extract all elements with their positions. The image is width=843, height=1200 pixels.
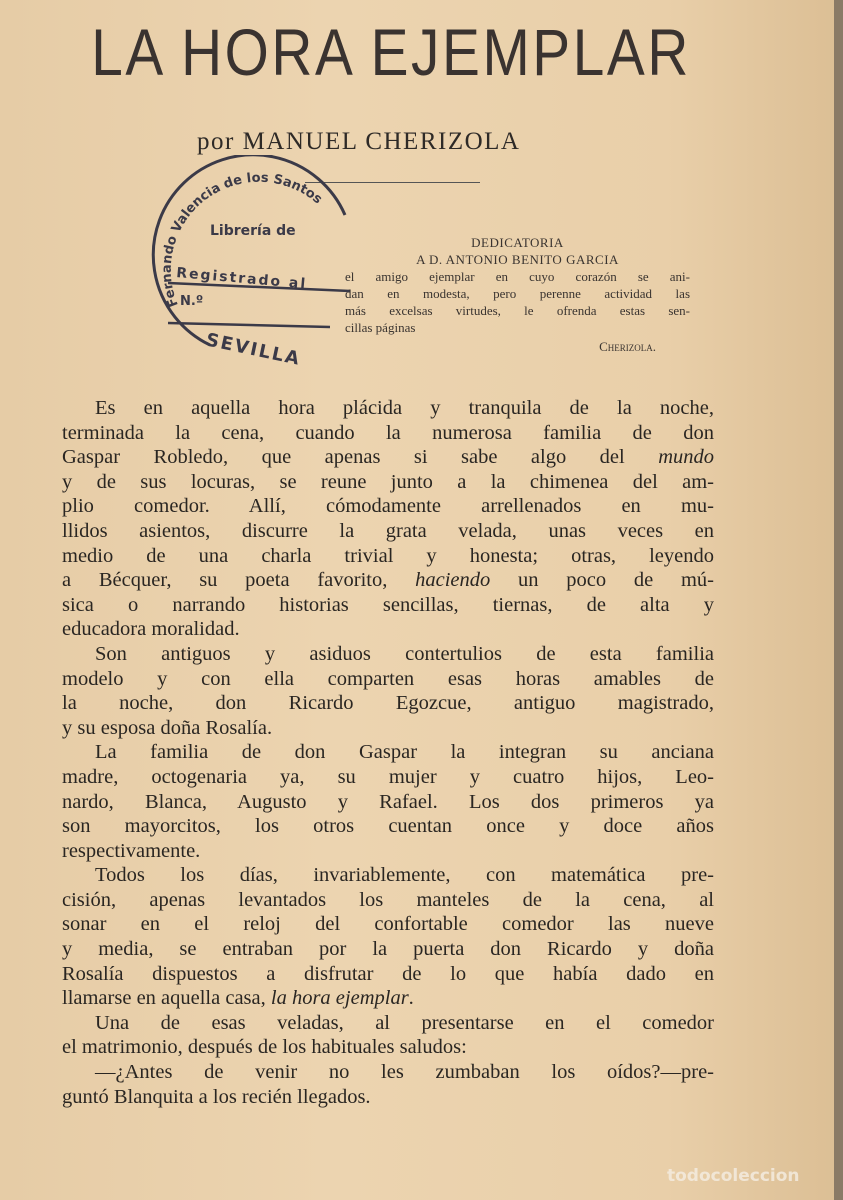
dedication-line: cillas páginas (345, 320, 416, 335)
stamp-city: SEVILLA (203, 329, 303, 371)
text-segment: terminada la cena, cuando la numerosa familia de don (62, 421, 714, 444)
text-segment: —¿Antes de venir no les zumbaban los oídos?—pre- (95, 1061, 714, 1084)
text-line (62, 494, 714, 519)
text-segment: nardo, Blanca, Augusto y Rafael. Los dos primeros ya (62, 790, 714, 813)
text-segment: Una de esas veladas, al presentarse en el comedor (95, 1011, 714, 1034)
text-line (62, 986, 714, 1011)
text-line (62, 839, 714, 864)
text-segment: el matrimonio, después de los habituales saludos: (62, 1036, 467, 1059)
page-edge (834, 0, 843, 1200)
text-segment: son mayorcitos, los otros cuentan once y doce años (62, 815, 714, 838)
text-line (62, 691, 714, 716)
text-line (62, 396, 714, 421)
italic-text: mundo (658, 446, 714, 469)
dedication-line: más excelsas virtudes, le ofrenda estas sen- (345, 303, 690, 318)
text-line (62, 765, 714, 790)
text-segment: a Bécquer, su poeta favorito, (62, 569, 416, 592)
text-line (62, 888, 714, 913)
bookseller-stamp (150, 155, 360, 375)
text-segment: Rosalía dispuestos a disfrutar de lo que había dado en (62, 962, 714, 985)
byline: por MANUEL CHERIZOLA (197, 128, 521, 155)
dedication-signature: Cherizola. (599, 339, 656, 354)
stamp-line3: N.º (180, 294, 204, 309)
stamp-arc-text: Fernando Valencia de los Santos (159, 170, 325, 310)
text-segment: la noche, don Ricardo Egozcue, antiguo magistrado, (62, 692, 714, 715)
story-body (62, 396, 714, 1109)
text-line (62, 445, 714, 470)
text-line (62, 593, 714, 618)
watermark: todocoleccion (667, 1166, 800, 1186)
dedication-heading: DEDICATORIA (471, 235, 564, 250)
dedication-line: el amigo ejemplar en cuyo corazón se ani- (345, 269, 690, 284)
text-line (62, 568, 714, 593)
text-segment: y media, se entraban por la puerta don Ricardo y doña (62, 938, 714, 961)
text-line (62, 716, 714, 741)
text-segment: guntó Blanquita a los recién llegados. (62, 1085, 371, 1108)
text-line (62, 1035, 714, 1060)
text-segment: un poco de mú- (490, 569, 714, 592)
stamp-line1: Librería de (210, 223, 296, 239)
italic-text: haciendo (415, 569, 491, 592)
text-line (62, 519, 714, 544)
text-line (62, 1060, 714, 1085)
text-segment: madre, octogenaria ya, su mujer y cuatro hijos, Leo- (62, 765, 714, 788)
text-segment: Gaspar Robledo, que apenas si sabe algo del (62, 446, 659, 469)
text-line (62, 962, 714, 987)
text-segment: educadora moralidad. (62, 618, 240, 641)
text-segment: modelo y con ella comparten esas horas amables de (62, 667, 714, 690)
text-line (62, 617, 714, 642)
dedication (345, 234, 690, 355)
text-segment: cisión, apenas levantados los manteles de la cena, al (62, 888, 714, 911)
text-segment: plio comedor. Allí, cómodamente arrellenados en mu- (62, 495, 714, 518)
text-segment: Todos los días, invariablemente, con matemática pre- (95, 864, 714, 887)
dedication-line: dan en modesta, pero perenne actividad las (345, 286, 690, 301)
text-line (62, 912, 714, 937)
text-segment: Es en aquella hora plácida y tranquila de la noche, (95, 397, 714, 419)
text-segment: medio de una charla trivial y honesta; otras, leyendo (62, 544, 714, 567)
text-line (62, 667, 714, 692)
text-line (62, 470, 714, 495)
page-title: LA HORA EJEMPLAR (91, 15, 691, 89)
text-segment: . (408, 987, 414, 1010)
text-line (62, 1011, 714, 1036)
text-segment: llidos asientos, discurre la grata velada, unas veces en (62, 519, 714, 542)
text-segment: La familia de don Gaspar la integran su anciana (95, 741, 714, 764)
text-line (62, 642, 714, 667)
text-segment: respectivamente. (62, 839, 201, 862)
text-segment: llamarse en aquella casa, (62, 987, 271, 1010)
text-line (62, 544, 714, 569)
text-line (62, 937, 714, 962)
text-line (62, 790, 714, 815)
text-segment: sonar en el reloj del confortable comedor las nueve (62, 913, 714, 936)
text-line (62, 421, 714, 446)
text-line (62, 863, 714, 888)
italic-text: la hora ejemplar (270, 987, 409, 1010)
stamp-line2: Registrado al (175, 265, 308, 293)
text-line (62, 740, 714, 765)
text-segment: Son antiguos y asiduos contertulios de esta familia (95, 642, 714, 665)
text-line (62, 1085, 714, 1110)
dedication-recipient: A D. ANTONIO BENITO GARCIA (416, 252, 619, 267)
text-segment: sica o narrando historias sencillas, tiernas, de alta y (62, 593, 714, 616)
text-line (62, 814, 714, 839)
text-segment: y de sus locuras, se reune junto a la chimenea del am- (62, 470, 714, 493)
text-segment: y su esposa doña Rosalía. (62, 716, 273, 739)
